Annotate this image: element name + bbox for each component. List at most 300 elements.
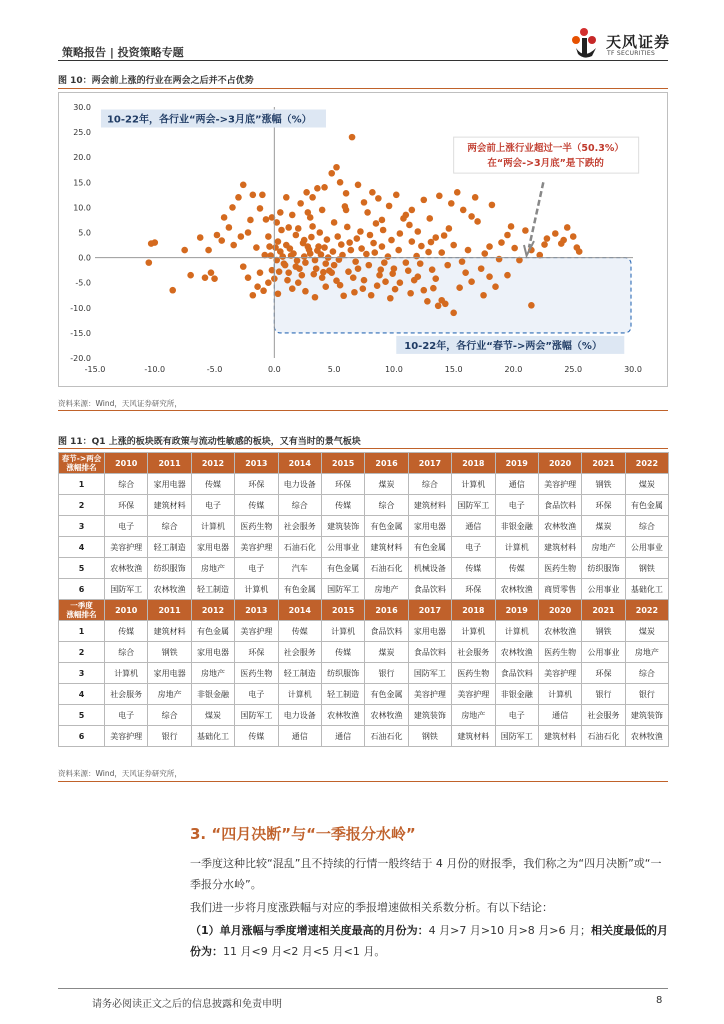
data-point	[257, 269, 264, 276]
y-tick-label: -20.0	[70, 354, 91, 363]
industry-cell: 家用电器	[148, 474, 191, 495]
data-point	[409, 238, 416, 245]
data-point	[405, 267, 412, 274]
data-point	[282, 262, 289, 269]
data-point	[450, 242, 457, 249]
data-point	[214, 232, 221, 239]
figure-10-rule	[58, 88, 668, 89]
industry-cell: 建筑材料	[538, 537, 581, 558]
data-point	[289, 212, 296, 219]
industry-cell: 建筑材料	[408, 495, 451, 516]
rank-cell: 2	[59, 642, 105, 663]
industry-cell: 电力设备	[278, 474, 321, 495]
x-tick-label: 10.0	[384, 365, 403, 374]
table-row	[59, 558, 669, 579]
industry-cell: 有色金属	[365, 516, 408, 537]
data-point	[392, 286, 399, 293]
industry-cell: 农林牧渔	[105, 558, 148, 579]
y-tick-label: 15.0	[73, 178, 91, 188]
industry-cell: 传媒	[235, 726, 278, 747]
data-point	[478, 265, 485, 272]
industry-cell: 食品饮料	[538, 495, 581, 516]
year-header: 2021	[582, 453, 625, 474]
data-point	[349, 134, 356, 141]
y-tick-label: -5.0	[75, 278, 91, 288]
industry-cell: 电子	[105, 516, 148, 537]
data-point	[350, 274, 357, 281]
annotation-line: 两会前上涨行业超过一半（50.3%）	[467, 143, 624, 155]
industry-cell: 美容护理	[105, 726, 148, 747]
data-point	[380, 227, 387, 234]
x-tick-label: 5.0	[327, 365, 341, 374]
scatter-chart	[58, 92, 668, 387]
figure-11-rule	[58, 448, 668, 449]
industry-cell: 传媒	[235, 495, 278, 516]
page-number: 8	[656, 995, 663, 1006]
industry-cell: 医药生物	[235, 516, 278, 537]
data-point	[360, 285, 367, 292]
data-point	[285, 269, 292, 276]
industry-cell: 社会服务	[278, 516, 321, 537]
header-label-line: 一季度	[70, 601, 93, 610]
data-point	[257, 205, 264, 212]
data-point	[387, 295, 394, 302]
figure-10-source: 资料来源：Wind，天风证券研究所，	[58, 399, 182, 408]
industry-cell: 纺织服饰	[148, 558, 191, 579]
industry-cell: 环保	[452, 579, 495, 600]
data-point	[312, 294, 319, 301]
data-point	[260, 287, 267, 294]
data-point	[424, 298, 431, 305]
data-point	[277, 209, 284, 216]
data-point	[468, 278, 475, 285]
data-point	[462, 269, 469, 276]
industry-cell: 建筑装饰	[321, 516, 364, 537]
industry-cell: 综合	[365, 495, 408, 516]
industry-cell: 计算机	[495, 537, 538, 558]
data-point	[187, 272, 194, 279]
data-point	[245, 229, 252, 236]
header-label-line: 春节->两会	[61, 454, 102, 463]
industry-cell: 传媒	[452, 558, 495, 579]
data-point	[379, 217, 386, 224]
industry-cell: 家用电器	[191, 537, 234, 558]
data-point	[284, 277, 291, 284]
data-point	[235, 194, 242, 201]
data-point	[370, 240, 377, 247]
industry-cell: 计算机	[538, 684, 581, 705]
data-point	[504, 232, 511, 239]
y-tick-label: -15.0	[70, 328, 91, 338]
table-row	[59, 705, 669, 726]
industry-cell: 建筑材料	[148, 621, 191, 642]
data-point	[508, 223, 515, 230]
industry-cell: 机械设备	[408, 558, 451, 579]
year-header: 2013	[235, 600, 278, 621]
industry-cell: 电子	[495, 705, 538, 726]
data-point	[314, 247, 321, 254]
data-point	[265, 279, 272, 286]
year-header: 2015	[321, 600, 364, 621]
year-header: 2018	[452, 600, 495, 621]
data-point	[552, 230, 559, 237]
data-point	[371, 249, 378, 256]
table-row	[59, 726, 669, 747]
industry-cell: 银行	[625, 684, 668, 705]
year-header: 2016	[365, 453, 408, 474]
industry-cell: 房地产	[148, 684, 191, 705]
data-point	[240, 263, 247, 270]
block-header-label	[59, 453, 105, 474]
data-point	[345, 268, 352, 275]
data-point	[429, 266, 436, 273]
y-tick-label: 10.0	[73, 203, 91, 213]
data-point	[333, 164, 340, 171]
rank-cell: 2	[59, 495, 105, 516]
data-point	[245, 274, 252, 281]
data-point	[351, 289, 358, 296]
data-point	[309, 223, 316, 230]
industry-cell: 建筑材料	[538, 726, 581, 747]
data-point	[418, 243, 425, 250]
logo-english: TF SECURITIES	[607, 50, 656, 57]
data-point	[275, 290, 282, 297]
industry-cell: 医药生物	[538, 558, 581, 579]
industry-cell: 综合	[148, 705, 191, 726]
data-point	[321, 184, 328, 191]
industry-cell: 汽车	[278, 558, 321, 579]
data-point	[474, 218, 481, 225]
industry-cell: 综合	[105, 474, 148, 495]
industry-cell: 国防军工	[321, 579, 364, 600]
industry-cell: 综合	[105, 642, 148, 663]
industry-cell: 通信	[321, 726, 364, 747]
industry-cell: 有色金属	[321, 558, 364, 579]
figure-10-source-rule	[58, 410, 668, 411]
y-tick-label: 20.0	[73, 153, 91, 163]
data-point	[301, 253, 308, 260]
data-point	[289, 285, 296, 292]
data-point	[320, 269, 327, 276]
data-point	[354, 235, 361, 242]
data-point	[435, 302, 442, 309]
industry-cell: 房地产	[365, 579, 408, 600]
industry-cell: 社会服务	[582, 705, 625, 726]
data-point	[395, 247, 402, 254]
data-point	[441, 232, 448, 239]
data-point	[333, 277, 340, 284]
industry-cell: 房地产	[452, 705, 495, 726]
data-point	[276, 268, 283, 275]
industry-cell: 计算机	[452, 474, 495, 495]
industry-cell: 家用电器	[148, 663, 191, 684]
data-point	[489, 202, 496, 209]
footer-disclaimer: 请务必阅读正文之后的信息披露和免责申明	[92, 999, 282, 1010]
year-header: 2017	[408, 600, 451, 621]
data-point	[415, 228, 422, 235]
industry-cell: 美容护理	[452, 684, 495, 705]
data-point	[420, 197, 427, 204]
data-point	[522, 227, 529, 234]
data-point	[411, 277, 418, 284]
data-point	[376, 272, 383, 279]
data-point	[417, 260, 424, 267]
industry-cell: 美容护理	[538, 474, 581, 495]
industry-cell: 农林牧渔	[148, 579, 191, 600]
rank-cell: 4	[59, 684, 105, 705]
industry-cell: 社会服务	[105, 684, 148, 705]
data-point	[211, 275, 218, 282]
industry-cell: 房地产	[191, 663, 234, 684]
data-point	[316, 229, 323, 236]
x-tick-label: -10.0	[144, 365, 166, 374]
data-point	[344, 224, 351, 231]
data-point	[295, 225, 302, 232]
data-point	[511, 245, 518, 252]
data-point	[544, 235, 551, 242]
rank-cell: 5	[59, 558, 105, 579]
data-point	[285, 224, 292, 231]
industry-cell: 石油石化	[582, 726, 625, 747]
data-point	[338, 241, 345, 248]
year-header: 2012	[191, 453, 234, 474]
year-header: 2019	[495, 600, 538, 621]
data-point	[295, 279, 302, 286]
annotation-line: 在“两会->3月底”是下跌的	[487, 158, 604, 170]
table-row	[59, 663, 669, 684]
figure-11-source-rule	[58, 781, 668, 782]
data-point	[287, 245, 294, 252]
data-point	[373, 220, 380, 227]
data-point	[446, 225, 453, 232]
industry-cell: 医药生物	[452, 663, 495, 684]
industry-cell: 计算机	[321, 621, 364, 642]
industry-cell: 石油石化	[278, 537, 321, 558]
data-point	[369, 189, 376, 196]
industry-cell: 医药生物	[235, 663, 278, 684]
data-point	[322, 283, 329, 290]
industry-cell: 美容护理	[235, 621, 278, 642]
y-tick-label: 0.0	[78, 253, 91, 263]
table-row	[59, 495, 669, 516]
table-header-row	[59, 453, 669, 474]
year-header: 2021	[582, 600, 625, 621]
data-point	[385, 253, 392, 260]
industry-cell: 建筑装饰	[625, 705, 668, 726]
industry-cell: 环保	[235, 474, 278, 495]
year-header: 2016	[365, 600, 408, 621]
data-point	[331, 262, 338, 269]
industry-cell: 钢铁	[625, 558, 668, 579]
industry-cell: 轻工制造	[148, 537, 191, 558]
industry-cell: 家用电器	[191, 642, 234, 663]
data-point	[357, 228, 364, 235]
data-point	[386, 203, 393, 210]
data-point	[480, 292, 487, 299]
industry-cell: 国防军工	[495, 726, 538, 747]
data-point	[343, 190, 350, 197]
data-point	[481, 250, 488, 257]
data-point	[460, 207, 467, 214]
data-point	[238, 233, 245, 240]
data-point	[250, 192, 257, 199]
data-point	[377, 266, 384, 273]
paragraph-3-high: 4 月>7 月>10 月>8 月>6 月；	[428, 924, 591, 937]
data-point	[389, 270, 396, 277]
industry-cell: 国防军工	[105, 579, 148, 600]
industry-cell: 国防军工	[452, 495, 495, 516]
industry-cell: 美容护理	[408, 684, 451, 705]
industry-cell: 煤炭	[582, 516, 625, 537]
industry-cell: 综合	[625, 663, 668, 684]
industry-cell: 有色金属	[191, 621, 234, 642]
industry-cell: 通信	[278, 726, 321, 747]
table-row	[59, 474, 669, 495]
industry-cell: 农林牧渔	[365, 705, 408, 726]
rank-cell: 6	[59, 726, 105, 747]
industry-cell: 房地产	[625, 642, 668, 663]
data-point	[254, 283, 261, 290]
industry-cell: 电子	[452, 537, 495, 558]
year-header: 2014	[278, 600, 321, 621]
industry-cell: 食品饮料	[408, 579, 451, 600]
x-tick-label: 15.0	[444, 365, 463, 374]
data-point	[208, 269, 215, 276]
data-point	[294, 257, 301, 264]
year-header: 2018	[452, 453, 495, 474]
data-point	[393, 192, 400, 199]
data-point	[275, 238, 282, 245]
data-point	[226, 224, 233, 231]
figure-11-title: 图 11：Q1 上涨的板块既有政策与流动性敏感的板块，又有当时的景气板块	[58, 437, 361, 447]
industry-cell: 社会服务	[278, 642, 321, 663]
y-tick-label: 5.0	[78, 228, 91, 238]
data-point	[438, 249, 445, 256]
data-point	[307, 214, 314, 221]
industry-cell: 煤炭	[625, 474, 668, 495]
data-point	[528, 302, 535, 309]
data-point	[397, 230, 404, 237]
data-point	[564, 224, 571, 231]
industry-cell: 综合	[148, 516, 191, 537]
footer-divider	[58, 988, 668, 989]
data-point	[337, 179, 344, 186]
data-point	[278, 227, 285, 234]
table-row	[59, 684, 669, 705]
data-point	[406, 222, 413, 229]
industry-cell: 美容护理	[235, 537, 278, 558]
data-point	[407, 290, 414, 297]
data-point	[456, 284, 463, 291]
industry-cell: 钢铁	[148, 642, 191, 663]
data-point	[375, 195, 382, 202]
data-point	[472, 194, 479, 201]
industry-cell: 通信	[495, 474, 538, 495]
data-point	[265, 233, 272, 240]
industry-cell: 基础化工	[191, 726, 234, 747]
rank-cell: 1	[59, 621, 105, 642]
x-tick-label: -15.0	[84, 365, 106, 374]
industry-cell: 电子	[235, 558, 278, 579]
data-point	[263, 216, 270, 223]
industry-cell: 钢铁	[582, 621, 625, 642]
industry-cell: 传媒	[495, 558, 538, 579]
report-category: 策略报告 | 投资策略专题	[62, 46, 184, 59]
data-point	[146, 259, 153, 266]
data-point	[355, 182, 362, 189]
data-point	[444, 262, 451, 269]
data-point	[300, 240, 307, 247]
data-point	[352, 258, 359, 265]
data-point	[348, 247, 355, 254]
year-header: 2014	[278, 453, 321, 474]
data-point	[221, 214, 228, 221]
data-point	[331, 219, 338, 226]
data-point	[367, 232, 374, 239]
industry-cell: 计算机	[235, 579, 278, 600]
data-point	[420, 287, 427, 294]
logo-name: 天风证券	[606, 33, 671, 51]
data-point	[306, 246, 313, 253]
industry-cell: 有色金属	[278, 579, 321, 600]
data-point	[355, 265, 362, 272]
industry-cell: 纺织服饰	[321, 663, 364, 684]
industry-cell: 计算机	[452, 621, 495, 642]
industry-cell: 传媒	[321, 642, 364, 663]
table-header-row	[59, 600, 669, 621]
industry-cell: 医药生物	[538, 642, 581, 663]
y-tick-label: 25.0	[73, 128, 91, 138]
data-point	[486, 273, 493, 280]
data-point	[308, 234, 315, 241]
data-point	[218, 237, 225, 244]
data-point	[574, 244, 581, 251]
data-point	[428, 239, 435, 246]
data-point	[321, 244, 328, 251]
industry-cell: 电子	[495, 495, 538, 516]
header-label-line: 涨幅排名	[66, 463, 97, 472]
data-point	[397, 279, 404, 286]
data-point	[259, 192, 266, 199]
industry-cell: 国防军工	[235, 705, 278, 726]
data-point	[374, 282, 381, 289]
year-header: 2019	[495, 453, 538, 474]
data-point	[250, 292, 257, 299]
figure-11-source: 资料来源：Wind，天风证券研究所，	[58, 769, 182, 778]
data-point	[368, 292, 375, 299]
industry-cell: 银行	[582, 684, 625, 705]
industry-cell: 电子	[235, 684, 278, 705]
industry-cell: 计算机	[191, 516, 234, 537]
data-point	[328, 170, 335, 177]
data-point	[197, 234, 204, 241]
industry-cell: 有色金属	[408, 537, 451, 558]
data-point	[413, 253, 420, 260]
industry-ranking-table	[58, 452, 669, 747]
year-header: 2017	[408, 453, 451, 474]
industry-cell: 电子	[191, 495, 234, 516]
industry-cell: 非银金融	[495, 684, 538, 705]
data-point	[310, 271, 317, 278]
data-point	[442, 300, 449, 307]
rank-cell: 4	[59, 537, 105, 558]
year-header: 2012	[191, 600, 234, 621]
x-tick-label: 25.0	[564, 365, 583, 374]
data-point	[382, 278, 389, 285]
data-point	[498, 239, 505, 246]
data-point	[302, 288, 309, 295]
industry-cell: 传媒	[321, 495, 364, 516]
